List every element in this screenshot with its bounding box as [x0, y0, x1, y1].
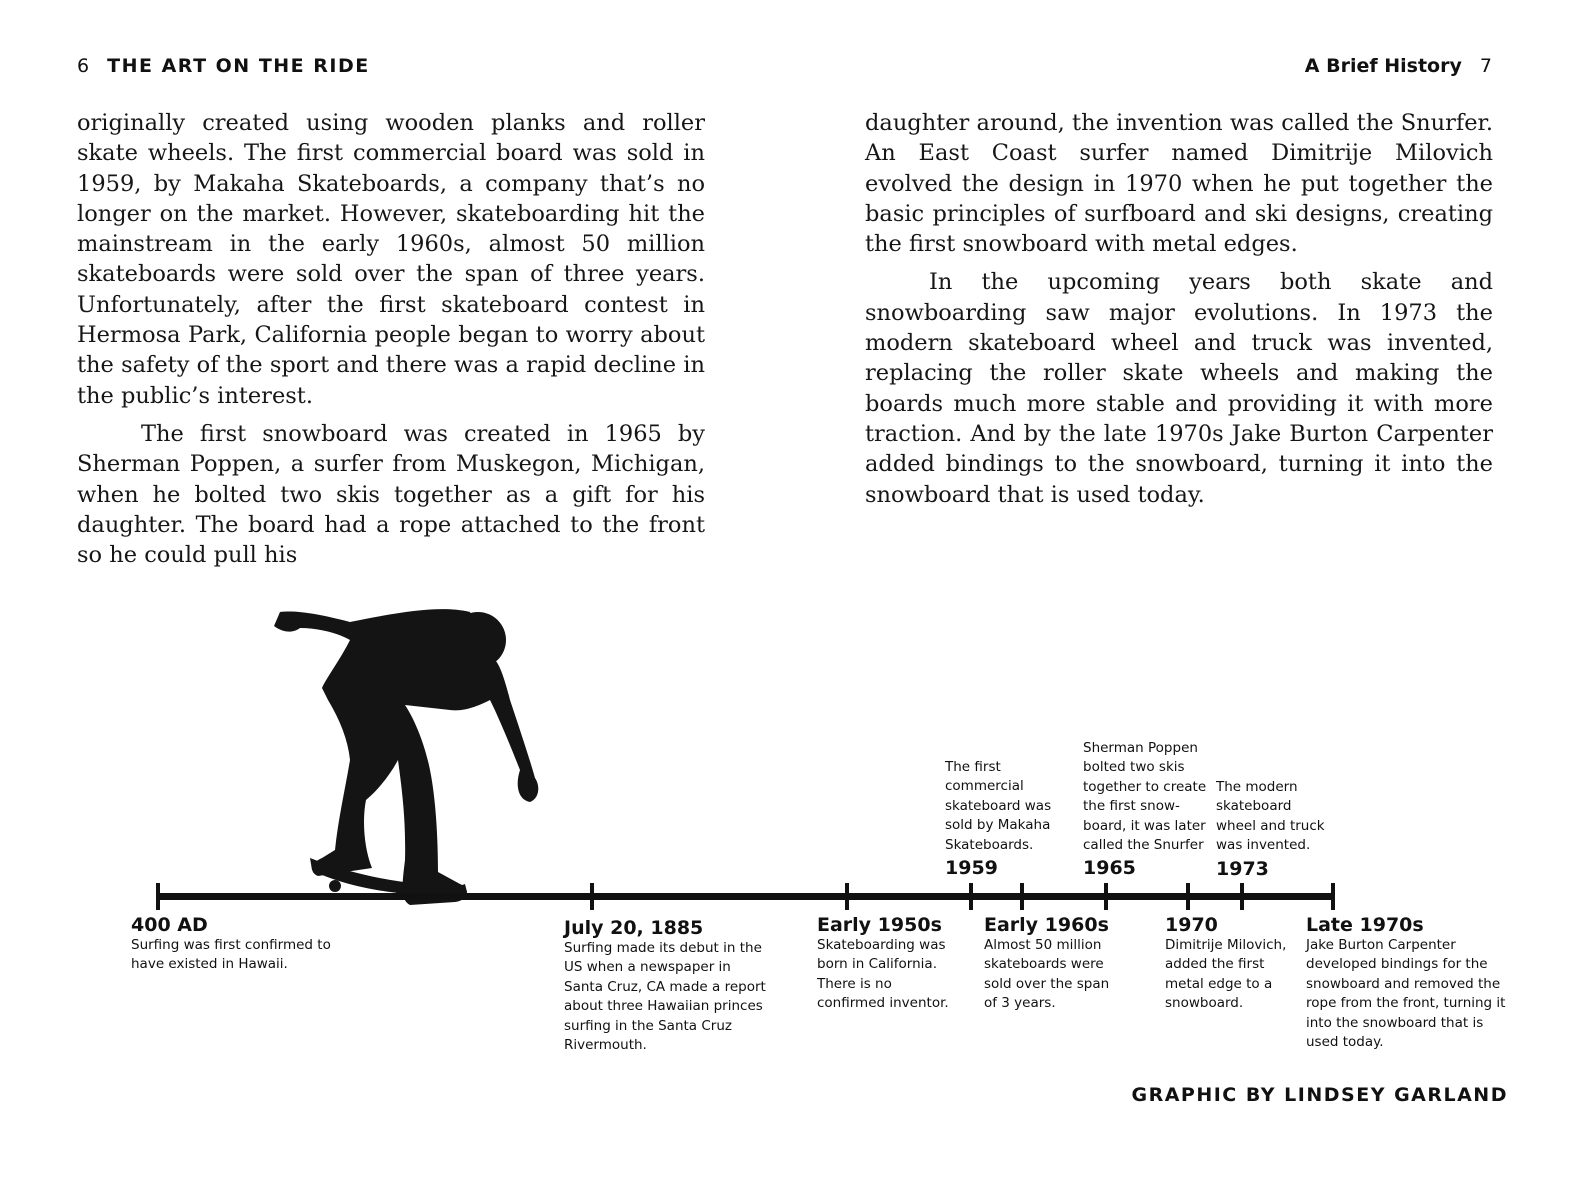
event-date: Late 1970s — [1306, 914, 1424, 936]
event-date: 1959 — [945, 857, 998, 880]
tick-1950s — [845, 883, 849, 910]
tick-1959 — [969, 883, 973, 910]
event-description: Dimitrije Milovich, added the first metal edge to a snowboard. — [1165, 937, 1287, 1012]
event-late-1970s — [1306, 914, 1511, 1052]
event-description: Almost 50 million skateboards were sold over the span of 3 years. — [984, 937, 1110, 1012]
graphic-credit: GRAPHIC BY LINDSEY GARLAND — [1131, 1084, 1508, 1106]
tick-1960s — [1020, 883, 1024, 910]
tick-400ad — [156, 883, 160, 910]
event-description: Surfing made its debut in the US when a newspaper in Santa Cruz, CA made a report about three Hawaiian princes surfing in the Santa Cruz Rivermouth. — [564, 940, 766, 1054]
event-early-1960s — [984, 914, 1124, 1014]
event-date: 1970 — [1165, 914, 1218, 936]
book-title: THE ART ON THE RIDE — [107, 55, 370, 77]
event-1965 — [1083, 739, 1215, 879]
skater-silhouette-icon — [274, 609, 538, 905]
left-text-column — [77, 108, 705, 578]
event-description: The modern skateboard wheel and truck was invented. — [1216, 779, 1325, 854]
event-date: 1973 — [1216, 857, 1269, 880]
left-paragraph-1: originally created using wooden planks and roller skate wheels. The first commercial board was sold in 1959, by Makaha Skateboards, a company that’s no longer on the market. However, skateboarding hit the mainstream in the early 1960s, almost 50 million skateboards were sold over the span of three years. Unfortunately, after the first skateboard contest in Hermosa Park, California people began to worry about the safety of the sport and there was a rapid decline in the public’s interest. — [77, 110, 705, 409]
right-paragraph-2: In the upcoming years both skate and snowboarding saw major evolutions. In 1973 the modern skateboard wheel and truck was invented, replacing the roller skate wheels and making the boards much more stable and providing it with more traction. And by the late 1970s Jake Burton Carpenter added bindings to the snowboard, turning it into the snowboard that is used today. — [865, 269, 1493, 508]
right-paragraph-1: daughter around, the invention was called the Snurfer. An East Coast surfer named Dimitrije Milovich evolved the design in 1970 when he put together the basic principles of surfboard and ski designs, creating the first snowboard with metal edges. — [865, 110, 1493, 258]
event-date: Early 1950s — [817, 914, 942, 936]
event-date: July 20, 1885 — [564, 917, 704, 939]
tick-1970 — [1186, 883, 1190, 910]
event-description: Jake Burton Carpenter developed bindings for the snowboard and removed the rope from the front, turning it into the snowboard that is used today. — [1306, 937, 1506, 1051]
left-page-header — [77, 55, 370, 77]
event-date: Early 1960s — [984, 914, 1109, 936]
event-400ad — [131, 914, 331, 975]
event-date: 400 AD — [131, 914, 208, 936]
right-page-number: 7 — [1479, 55, 1492, 77]
tick-1973 — [1240, 883, 1244, 910]
tick-1885 — [590, 883, 594, 910]
tick-late-1970s — [1331, 883, 1335, 910]
event-1970 — [1165, 914, 1300, 1014]
chapter-title: A Brief History — [1304, 55, 1462, 77]
event-description: Skateboarding was born in California. There is no confirmed inventor. — [817, 937, 949, 1012]
event-1885 — [564, 917, 774, 1055]
event-description: Sherman Poppen bolted two skis together to create the first snow-board, it was later called the Snurfer — [1083, 740, 1207, 854]
event-1973 — [1216, 778, 1334, 880]
right-text-column — [865, 108, 1493, 518]
event-date: 1965 — [1083, 857, 1136, 880]
event-description: The first commercial skateboard was sold by Makaha Skateboards. — [945, 759, 1052, 853]
event-early-1950s — [817, 914, 962, 1014]
timeline-axis — [158, 893, 1334, 900]
left-paragraph-2: The first snowboard was created in 1965 by Sherman Poppen, a surfer from Muskegon, Michigan, when he bolted two skis together as a gift for his daughter. The board had a rope attached to the front so he could pull his — [77, 420, 705, 569]
event-1959 — [945, 758, 1065, 879]
left-page-number: 6 — [77, 55, 90, 77]
right-page-header — [1305, 55, 1492, 77]
tick-1965 — [1104, 883, 1108, 910]
event-description: Surfing was first confirmed to have existed in Hawaii. — [131, 937, 331, 973]
